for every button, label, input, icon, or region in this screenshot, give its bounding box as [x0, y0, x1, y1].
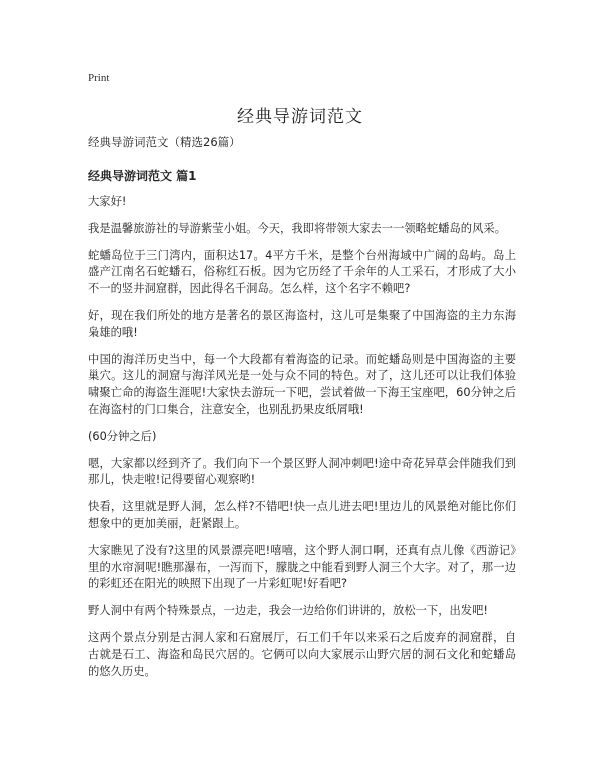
paragraph: 嗯，大家都以经到齐了。我们向下一个景区野人洞冲刺吧!途中奇花异草会伴随我们到那儿，快走啦!记得要留心观察哟!	[88, 456, 516, 487]
paragraph: 蛇蟠岛位于三门湾内，面积达17。4平方千米，是整个台州海域中广阔的岛屿。岛上盛产江南名石蛇蟠石，俗称红石板。因为它历经了千余年的人工采石，才形成了大小不一的竖井洞窟群，因此得名千洞岛。怎么样，这个名字不赖吧?	[88, 248, 516, 296]
paragraph: 大家好!	[88, 195, 127, 208]
print-link[interactable]: Print	[88, 72, 110, 84]
paragraph: (60分钟之后)	[88, 429, 157, 443]
paragraph: 野人洞中有两个特殊景点，一边走，我会一边给你们讲讲的，放松一下，出发吧!	[88, 604, 488, 618]
paragraph: 这两个景点分别是古洞人家和石窟展厅，石工们千年以来采石之后废弃的洞窟群，自古就是石工、海盗和岛民穴居的。它俩可以向大家展示山野穴居的洞石文化和蛇蟠岛的悠久历史。	[88, 630, 516, 678]
paragraph: 好，现在我们所处的地方是著名的景区海盗村，这儿可是集聚了中国海盗的主力东海枭雄的哦!	[88, 308, 516, 339]
page-title: 经典导游词范文	[237, 107, 363, 127]
section-heading: 经典导游词范文 篇1	[88, 169, 197, 183]
paragraph: 中国的海洋历史当中，每一个大段都有着海盗的记录。而蛇蟠岛则是中国海盗的主要巢穴。这儿的洞窟与海洋风光是一处与众不同的特色。对了，这儿还可以让我们体验啸聚亡命的海盗生涯呢!大家快去游玩一下吧，尝试着做一下海王宝座吧，60分钟之后在海盗村的门口集合，注意安全，也别乱扔果皮纸屑哦!	[88, 352, 516, 416]
paragraph: 大家瞧见了没有?这里的风景漂亮吧!嘻嘻，这个野人洞口啊，还真有点儿像《西游记》里的水帘洞呢!瞧那瀑布，一泻而下，朦胧之中能看到野人洞三个大字。对了，那一边的彩虹还在阳光的映照下出现了一片彩虹呢!好看吧?	[88, 543, 516, 591]
paragraph: 快看，这里就是野人洞，怎么样?不错吧!快一点儿进去吧!里边儿的风景绝对能比你们想象中的更加美丽，赶紧跟上。	[88, 500, 516, 530]
paragraph: 我是温馨旅游社的导游紫莹小姐。今天，我即将带领大家去一一领略蛇蟠岛的风采。	[88, 221, 506, 235]
article-subtitle: 经典导游词范文（精选26篇）	[88, 135, 241, 149]
article-body	[88, 134, 516, 690]
